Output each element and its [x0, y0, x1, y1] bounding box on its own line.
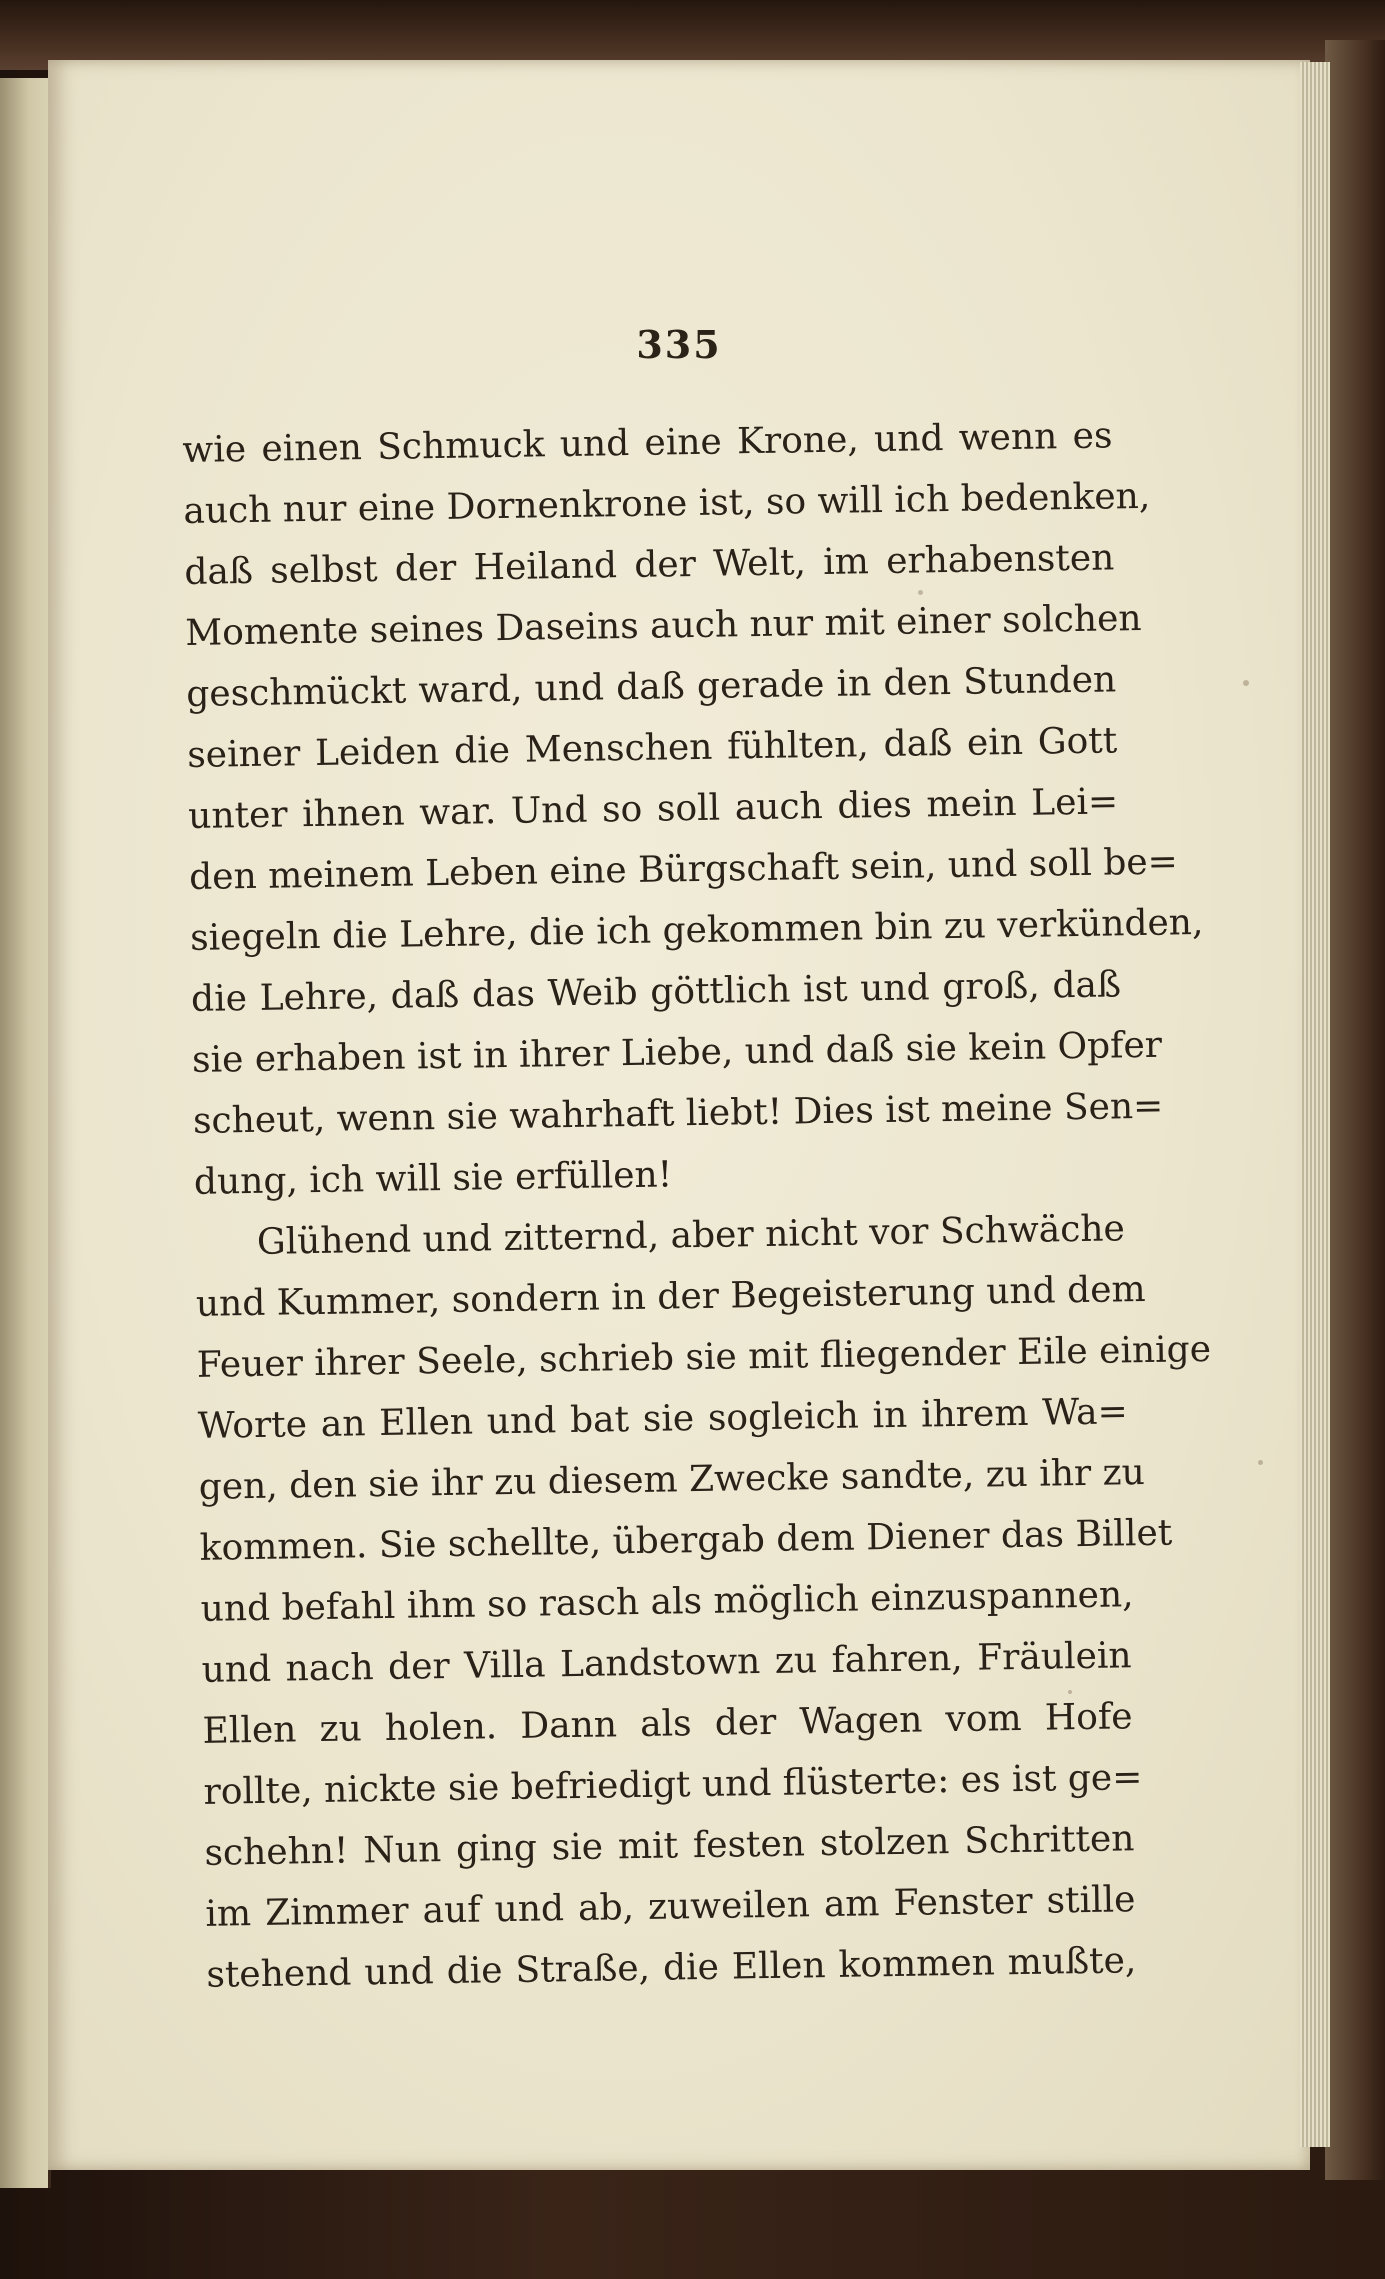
paper-spot [1258, 1460, 1263, 1465]
text-line: rollte, nickte sie befriedigt und flüsterte: es ist ge= [203, 1757, 1143, 1813]
text-line: scheut, wenn sie wahrhaft liebt! Dies ist meine Sen= [192, 1085, 1164, 1142]
text-line: stehend und die Straße, die Ellen kommen mußte, [206, 1940, 1137, 1996]
body-text [182, 405, 1212, 2005]
paper-spot [1068, 1690, 1072, 1694]
text-line: auch nur eine Dornenkrone ist, so will ich bedenken, [183, 475, 1151, 532]
text-line: die Lehre, daß das Weib göttlich ist und groß, daß [190, 964, 1122, 1020]
text-line: Worte an Ellen und bat sie sogleich in ihrem Wa= [197, 1391, 1129, 1447]
text-line: unter ihnen war. Und so soll auch dies mein Lei= [187, 781, 1119, 837]
book-cover-edge [1325, 40, 1385, 2180]
page-stack-edge [1300, 62, 1330, 2147]
text-line: geschmückt ward, und daß gerade in den Stunden [185, 659, 1117, 715]
text-line: Momente seines Daseins auch nur mit einer solchen [185, 597, 1142, 654]
text-line: daß selbst der Heiland der Welt, im erhabensten [184, 537, 1115, 593]
book-page [48, 60, 1310, 2170]
text-line: seiner Leiden die Menschen fühlten, daß ein Gott [186, 720, 1118, 776]
text-line: dung, ich will sie erfüllen! [193, 1154, 673, 1203]
page-number: 335 [636, 322, 722, 367]
text-line: schehn! Nun ging sie mit festen stolzen Schritten [204, 1818, 1135, 1874]
text-line: gen, den sie ihr zu diesem Zwecke sandte, zu ihr zu [198, 1452, 1146, 1508]
paper-spot [1243, 680, 1249, 686]
text-line: und Kummer, sondern in der Begeisterung und dem [195, 1268, 1146, 1325]
text-line: den meinem Leben eine Bürgschaft sein, und soll be= [188, 841, 1179, 898]
text-line: im Zimmer auf und ab, zuweilen am Fenster stille [205, 1879, 1136, 1935]
text-line: sie erhaben ist in ihrer Liebe, und daß sie kein Opfer [191, 1024, 1163, 1081]
text-line: und befahl ihm so rasch als möglich einzuspannen, [200, 1574, 1134, 1630]
paragraph-start-line: Glühend und zitternd, aber nicht vor Schwäche [256, 1208, 1126, 1263]
text-line: wie einen Schmuck und eine Krone, und wenn es [182, 415, 1113, 471]
text-line: Feuer ihrer Seele, schrieb sie mit fliegender Eile einige [196, 1328, 1212, 1386]
text-line: kommen. Sie schellte, übergab dem Diener das Billet [199, 1512, 1173, 1569]
paper-spot [918, 590, 923, 595]
facing-page-edge [0, 78, 51, 2188]
text-line: und nach der Villa Landstown zu fahren, Fräulein [201, 1635, 1132, 1691]
text-line: siegeln die Lehre, die ich gekommen bin zu verkünden, [189, 902, 1204, 959]
text-line: Ellen zu holen. Dann als der Wagen vom Hofe [202, 1696, 1133, 1752]
